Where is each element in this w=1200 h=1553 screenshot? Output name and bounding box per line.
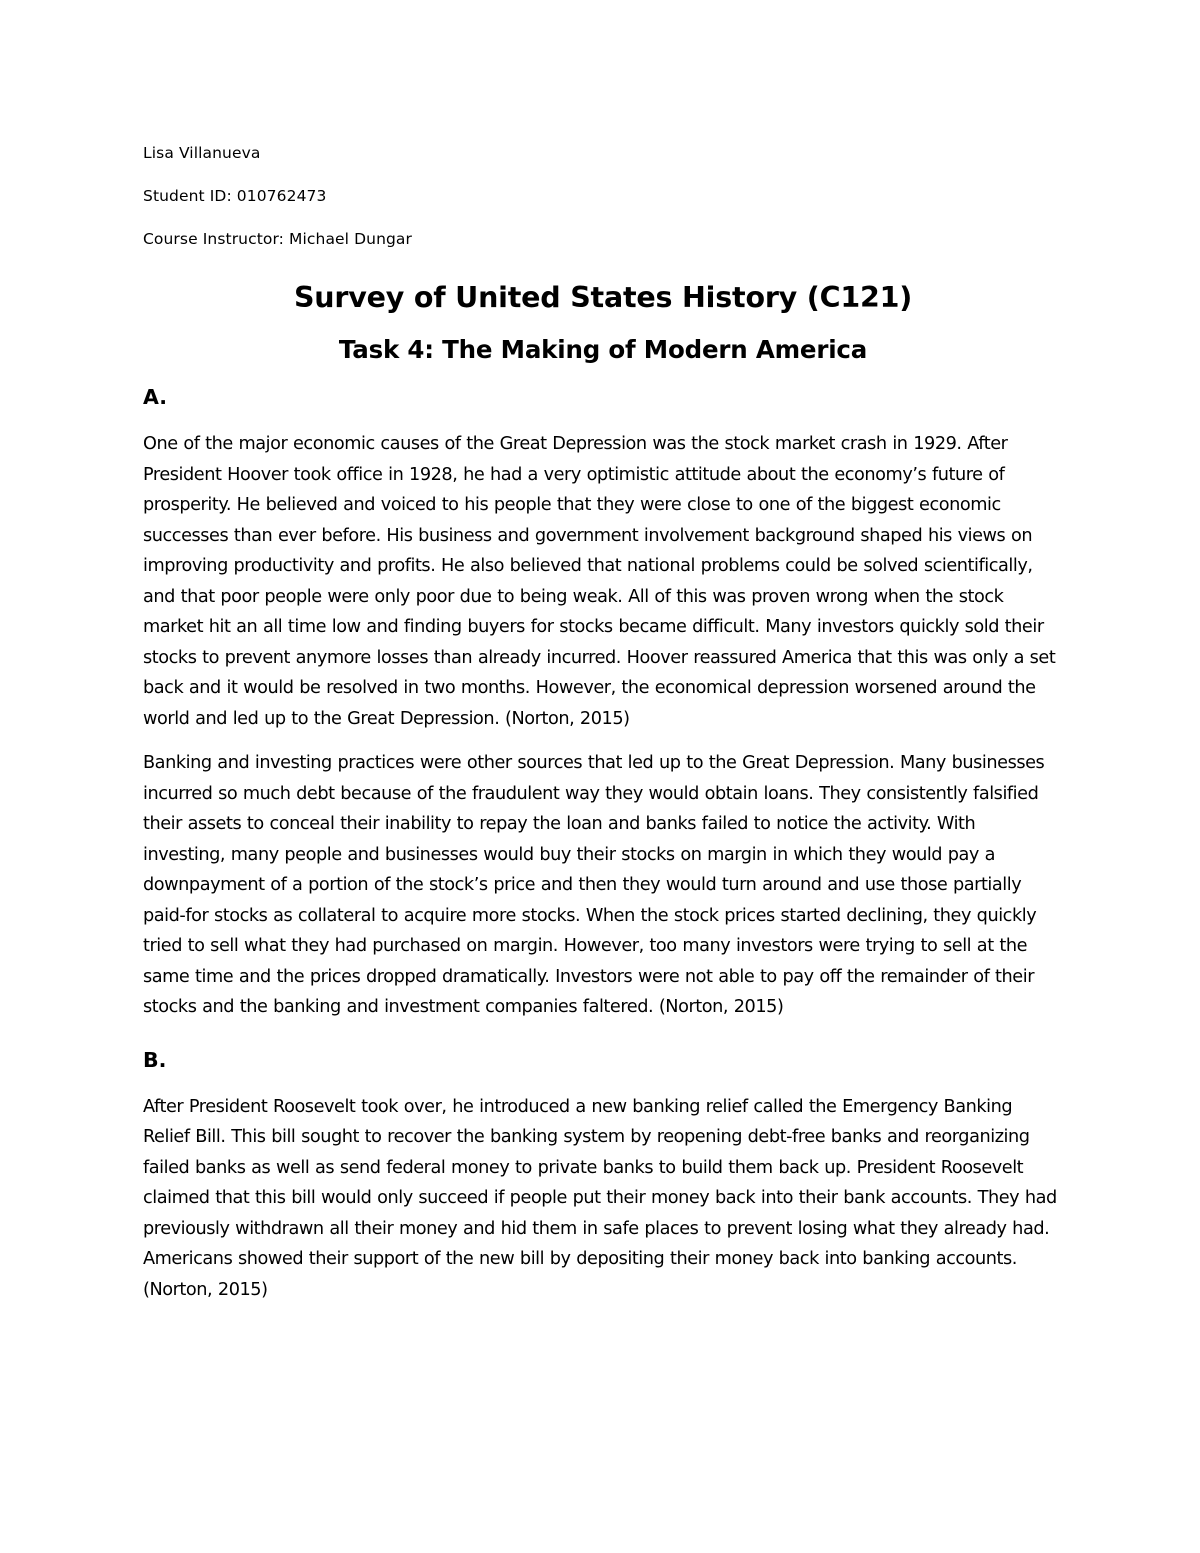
- section-b: [143, 1047, 1063, 1306]
- section-a: [143, 384, 1063, 1023]
- student-id: Student ID: 010762473: [143, 187, 327, 205]
- document-subtitle: Task 4: The Making of Modern America: [338, 335, 868, 364]
- document-title: Survey of United States History (C121): [293, 281, 913, 314]
- student-name: Lisa Villanueva: [143, 144, 261, 162]
- paragraph: One of the major economic causes of the Great Depression was the stock market crash in 1929. After President Hoover took office in 1928, he had a very optimistic attitude about the economy’s future of prosperity. He believed and voiced to his people that they were close to one of the biggest economic successes than ever before. His business and government involvement background shaped his views on improving productivity and profits. He also believed that national problems could be solved scientifically, and that poor people were only poor due to being weak. All of this was proven wrong when the stock market hit an all time low and finding buyers for stocks became difficult. Many investors quickly sold their stocks to prevent anymore losses than already incurred. Hoover reassured America that this was only a set back and it would be resolved in two months. However, the economical depression worsened around the world and led up to the Great Depression. (Norton, 2015): [143, 434, 1056, 729]
- course-instructor: Course Instructor: Michael Dungar: [143, 230, 413, 248]
- section-heading: A.: [143, 385, 168, 409]
- paragraph: After President Roosevelt took over, he introduced a new banking relief called the Emergency Banking Relief Bill. This bill sought to recover the banking system by reopening debt-free banks and reorganizing failed banks as well as send federal money to private banks to build them back up. President Roosevelt claimed that this bill would only succeed if people put their money back into their bank accounts. They had previously withdrawn all their money and hid them in safe places to prevent losing what they already had. Americans showed their support of the new bill by depositing their money back into banking accounts. (Norton, 2015): [143, 1096, 1057, 1300]
- section-heading: B.: [143, 1047, 167, 1072]
- paragraph: Banking and investing practices were other sources that led up to the Great Depression. Many businesses incurred so much debt because of the fraudulent way they would obtain loans. They consistently falsified their assets to conceal their inability to repay the loan and banks failed to notice the activity. With investing, many people and businesses would buy their stocks on margin in which they would pay a downpayment of a portion of the stock’s price and then they would turn around and use those partially paid-for stocks as collateral to acquire more stocks. When the stock prices started declining, they quickly tried to sell what they had purchased on margin. However, too many investors were trying to sell at the same time and the prices dropped dramatically. Investors were not able to pay off the remainder of their stocks and the banking and investment companies faltered. (Norton, 2015): [143, 753, 1045, 1017]
- document-body: [143, 143, 1063, 1305]
- header-block: [143, 143, 1063, 249]
